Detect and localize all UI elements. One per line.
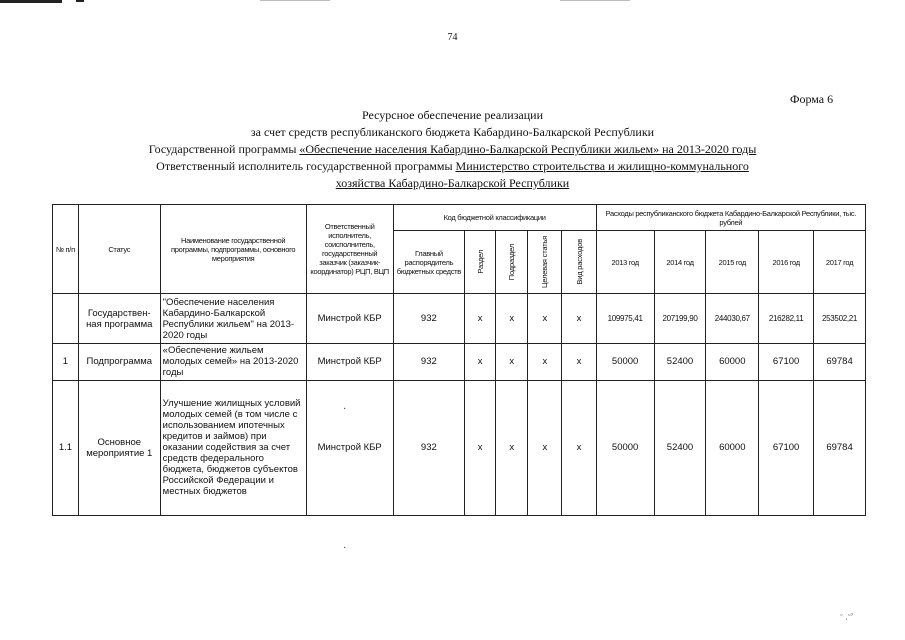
table-row (53, 344, 866, 380)
executor-name: Министерство строительства и жилищно-коммунального (455, 159, 749, 173)
cell-target: x (528, 380, 562, 515)
title-line-4 (40, 158, 865, 175)
cell-2016: 67100 (759, 380, 814, 515)
header-podrazdel: Подраздел (507, 244, 517, 281)
header-name: Наименование государственной программы, подпрограммы, основного мероприятия (160, 205, 306, 294)
cell-2015: 60000 (706, 380, 759, 515)
cell-2016: 216282,11 (759, 294, 814, 344)
header-2013: 2013 год (596, 231, 654, 294)
cell-2014: 207199,90 (654, 294, 706, 344)
cell-vid: x (562, 380, 596, 515)
scan-mark: ᵕ ˌᵕᵓ (840, 610, 853, 620)
header-razdel: Раздел (475, 250, 485, 274)
header-podrazdel-cell (496, 231, 528, 294)
title-line-3-prefix: Государственной программы (148, 142, 300, 156)
cell-num (53, 294, 79, 344)
cell-target: x (528, 294, 562, 344)
cell-grbs: 932 (393, 344, 464, 380)
header-num: № п/п (53, 205, 79, 294)
header-razdel-cell (465, 231, 496, 294)
top-edge-line-3 (560, 0, 630, 1)
cell-2017: 253502,21 (814, 294, 866, 344)
cell-razdel: x (465, 294, 496, 344)
cell-podrazdel: x (496, 380, 528, 515)
document-title (40, 107, 865, 192)
form-label: Форма 6 (790, 92, 834, 106)
header-2017: 2017 год (814, 231, 866, 294)
header-expenses: Расходы республиканского бюджета Кабардино-Балкарской Республики, тыс. рублей (596, 205, 865, 231)
scan-speck: · (343, 543, 347, 554)
program-name: «Обеспечение населения Кабардино-Балкарской Республики жильем» на 2013-2020 годы (299, 142, 757, 156)
title-line-1: Ресурсное обеспечение реализации (361, 108, 544, 122)
title-line-5 (40, 175, 865, 192)
cell-2017: 69784 (814, 380, 866, 515)
top-edge-line (0, 0, 62, 3)
cell-num: 1 (53, 344, 79, 380)
table-row (53, 380, 866, 515)
page-number: 74 (447, 32, 458, 43)
cell-vid: x (562, 344, 596, 380)
cell-2013: 50000 (596, 380, 654, 515)
header-vid-cell (562, 231, 596, 294)
cell-2017: 69784 (814, 344, 866, 380)
cell-2014: 52400 (654, 344, 706, 380)
title-line-2: за счет средств республиканского бюджета Кабардино-Балкарской Республики (250, 125, 655, 139)
cell-name: «Обеспечение жильем молодых семей» на 2013-2020 годы (160, 344, 306, 380)
cell-2013: 50000 (596, 344, 654, 380)
cell-2016: 67100 (759, 344, 814, 380)
cell-razdel: x (465, 380, 496, 515)
cell-podrazdel: x (496, 294, 528, 344)
cell-name: Улучшение жилищных условий молодых семей (в том числе с использованием ипотечных кредитов и займов) при оказании содействия за счет средств федерального бюджета, бюджетов субъектов Российской Федерации и местных бюджетов (160, 380, 306, 515)
scan-speck: · (343, 404, 347, 415)
cell-executor: Минстрой КБР (306, 294, 393, 344)
executor-name-cont: хозяйства Кабардино-Балкарской Республики (335, 176, 570, 190)
cell-status: Государствен-ная программа (78, 294, 160, 344)
cell-status: Подпрограмма (78, 344, 160, 380)
header-2016: 2016 год (759, 231, 814, 294)
cell-2015: 244030,67 (706, 294, 759, 344)
header-budget-code: Код бюджетной классификации (393, 205, 596, 231)
cell-grbs: 932 (393, 294, 464, 344)
cell-executor: Минстрой КБР (306, 380, 393, 515)
cell-status: Основное мероприятие 1 (78, 380, 160, 515)
header-2014: 2014 год (654, 231, 706, 294)
table-row (53, 294, 866, 344)
header-2015: 2015 год (706, 231, 759, 294)
cell-target: x (528, 344, 562, 380)
header-grbs: Главный распорядитель бюджетных средств (393, 231, 464, 294)
cell-razdel: x (465, 344, 496, 380)
header-status: Статус (78, 205, 160, 294)
cell-podrazdel: x (496, 344, 528, 380)
cell-2014: 52400 (654, 380, 706, 515)
header-executor: Ответственный исполнитель, соисполнитель, государственный заказчик (заказчик-координатор) РЦП, ВЦП (306, 205, 393, 294)
header-target: Целевая статья (540, 236, 550, 289)
top-edge-mark (76, 0, 84, 2)
top-edge-line-2 (260, 0, 330, 1)
cell-2013: 109975,41 (596, 294, 654, 344)
resource-table (52, 204, 866, 516)
cell-2015: 60000 (706, 344, 759, 380)
cell-name: "Обеспечение населения Кабардино-Балкарской Республики жильем" на 2013-2020 годы (160, 294, 306, 344)
title-line-4-prefix: Ответственный исполнитель государственной программы (156, 159, 456, 173)
title-line-3 (40, 141, 865, 158)
cell-num: 1.1 (53, 380, 79, 515)
header-target-cell (528, 231, 562, 294)
header-vid: Вид расходов (574, 239, 584, 285)
cell-vid: x (562, 294, 596, 344)
cell-grbs: 932 (393, 380, 464, 515)
cell-executor: Минстрой КБР (306, 344, 393, 380)
header-row-1 (53, 205, 866, 231)
